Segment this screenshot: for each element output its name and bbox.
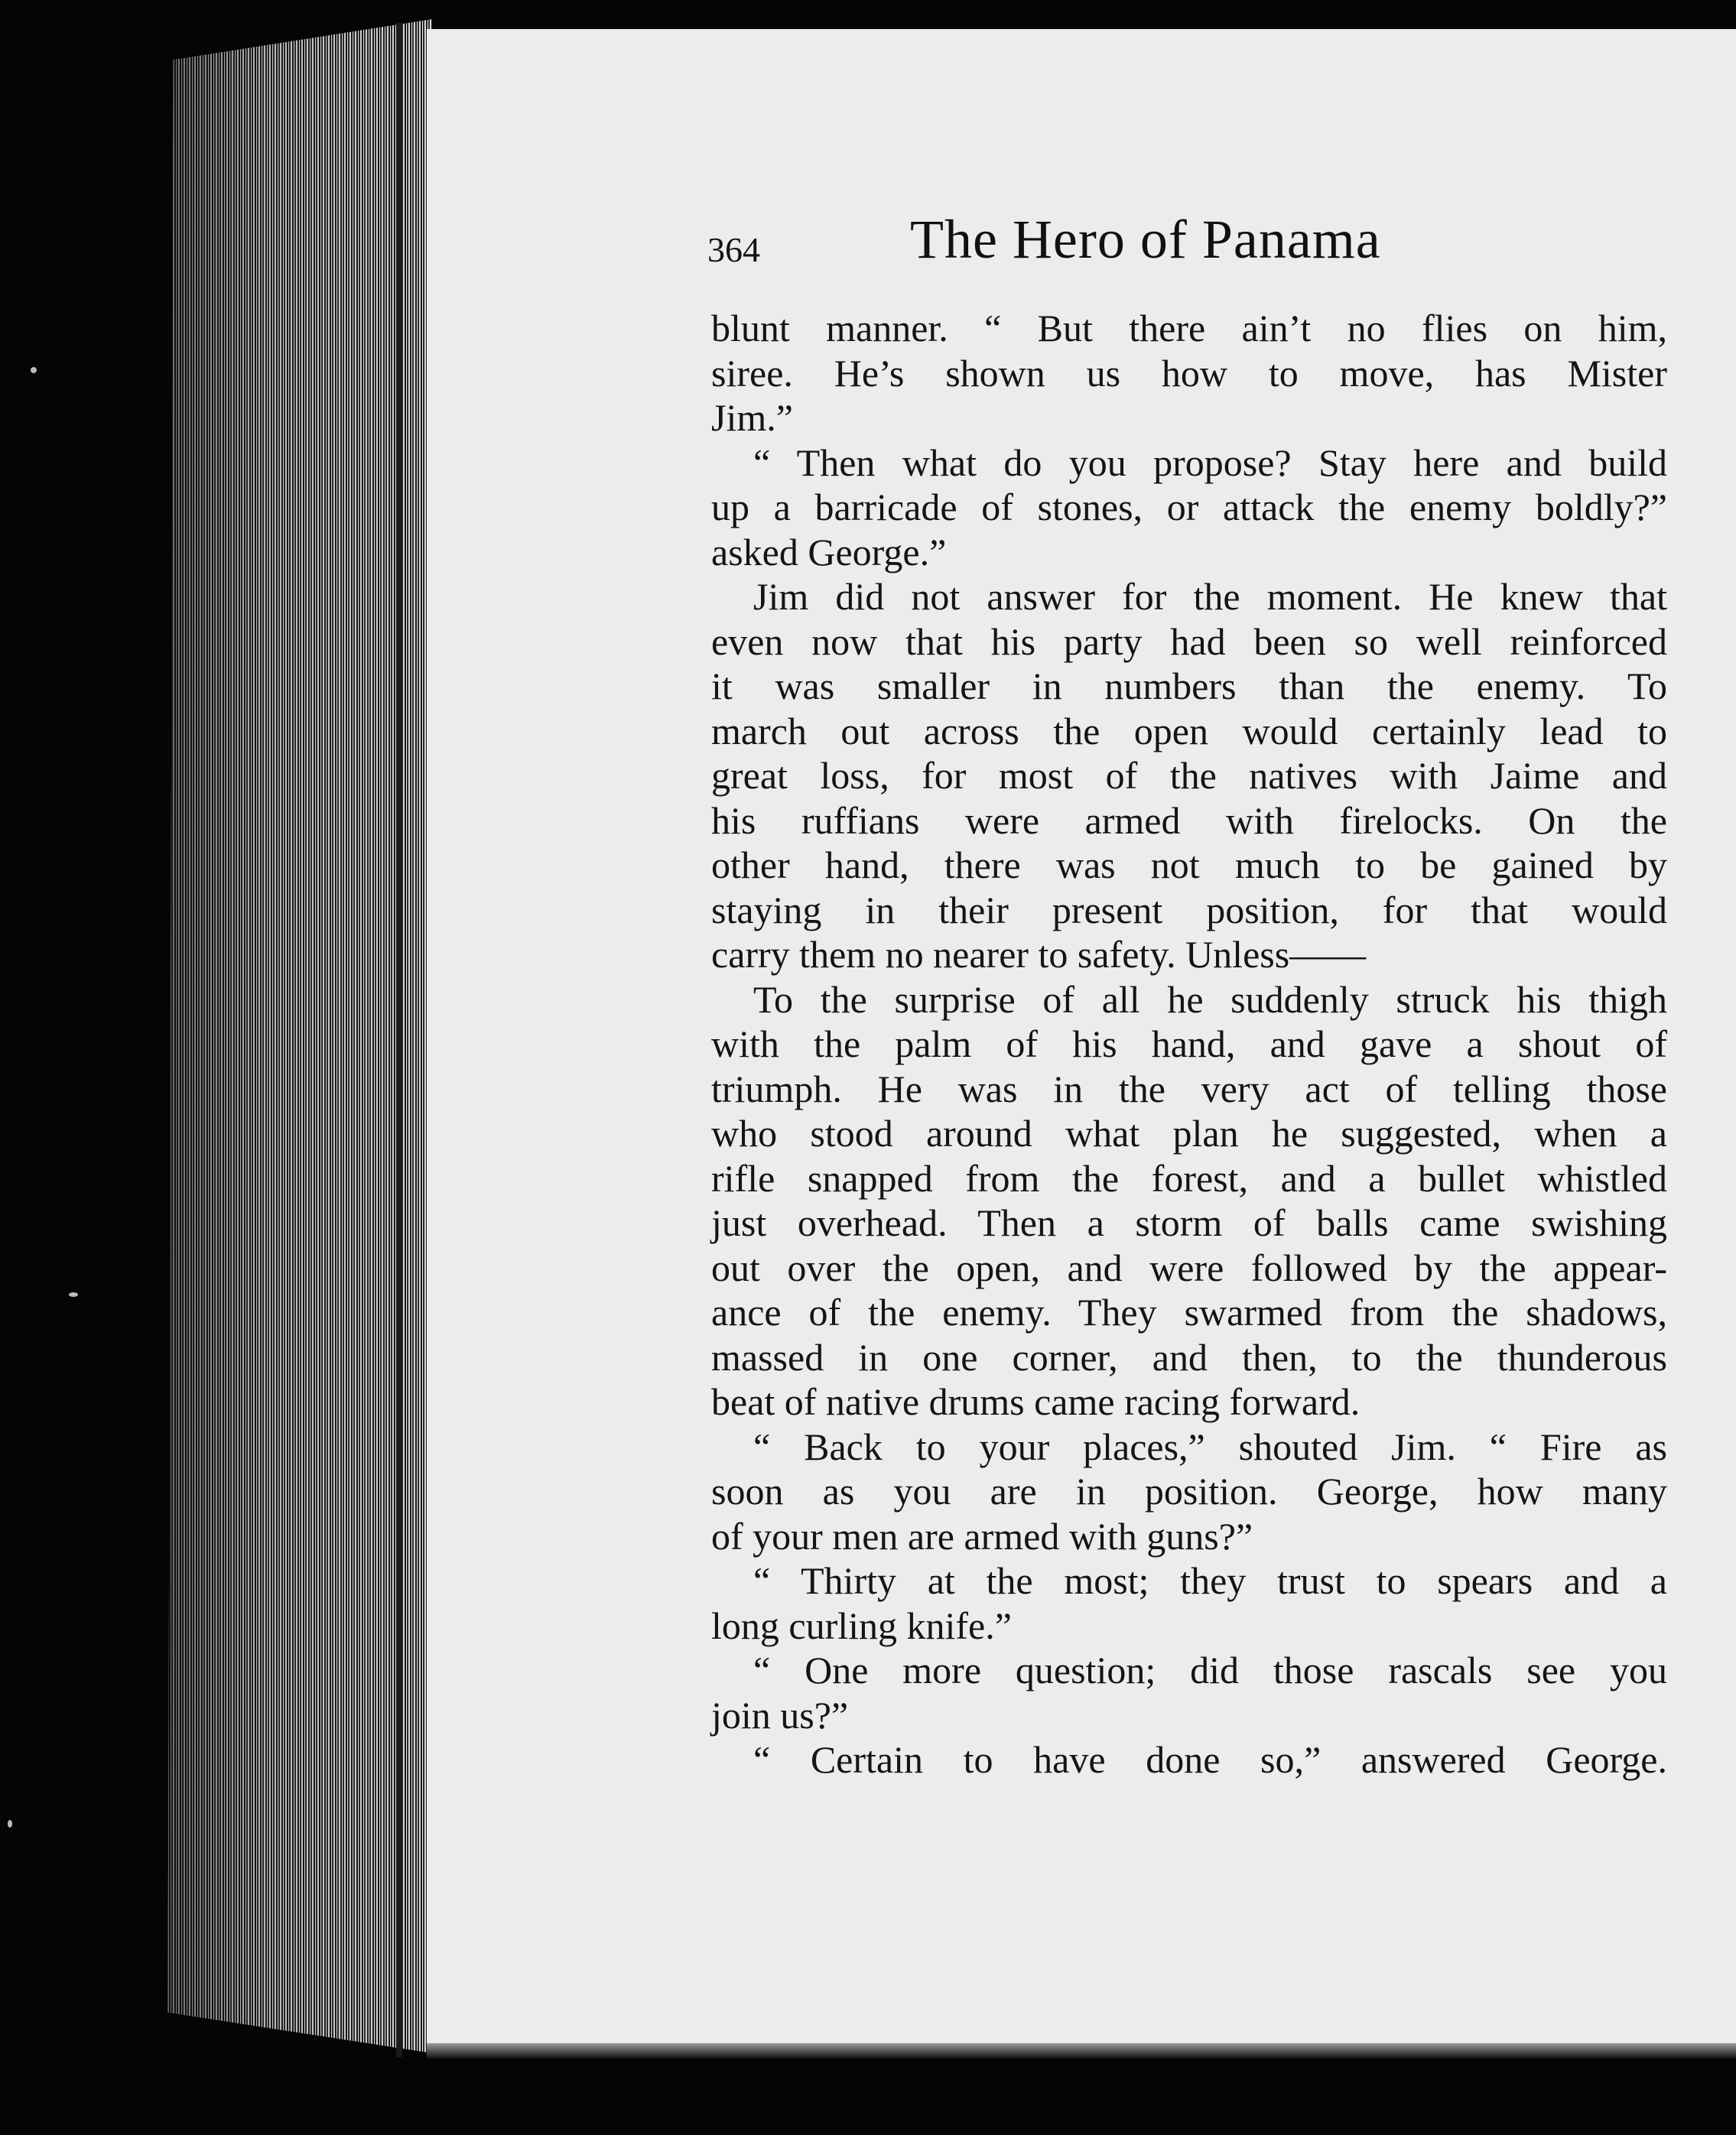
page-bottom-shadow xyxy=(427,2043,1736,2059)
text-line: ance of the enemy. They swarmed from the shadows, xyxy=(711,1291,1667,1334)
text-line: “ Thirty at the most; they trust to spears and a xyxy=(753,1559,1667,1602)
dust-speck xyxy=(8,1820,12,1828)
text-line: massed in one corner, and then, to the thunderous xyxy=(711,1335,1667,1379)
text-line: “ Then what do you propose? Stay here and build xyxy=(753,440,1667,484)
text-line: asked George.” xyxy=(711,530,947,574)
text-line: Jim did not answer for the moment. He knew that xyxy=(753,575,1667,618)
text-line: up a barricade of stones, or attack the enemy boldly?” xyxy=(711,486,1667,528)
text-line: “ One more question; did those rascals see you xyxy=(753,1649,1667,1691)
text-line: of your men are armed with guns?” xyxy=(711,1514,1253,1558)
page-edge-shadow xyxy=(157,19,432,2053)
text-line: with the palm of his hand, and gave a shout of xyxy=(711,1022,1667,1065)
text-line: “ Certain to have done so,” answered George. xyxy=(753,1738,1667,1781)
running-title: The Hero of Panama xyxy=(910,209,1381,270)
page-number: 364 xyxy=(707,230,760,269)
text-line: other hand, there was not much to be gained by xyxy=(711,843,1667,886)
text-line: rifle snapped from the forest, and a bullet whistled xyxy=(711,1156,1667,1200)
text-line: his ruffians were armed with firelocks. On the xyxy=(711,798,1667,842)
body-text xyxy=(711,306,1667,1782)
text-line: carry them no nearer to safety. Unless—— xyxy=(711,933,1367,976)
text-line: join us?” xyxy=(711,1693,849,1737)
text-line: it was smaller in numbers than the enemy. To xyxy=(711,665,1667,707)
text-line: blunt manner. “ But there ain’t no flies on him, xyxy=(711,307,1667,349)
text-line: out over the open, and were followed by the appear- xyxy=(711,1246,1667,1289)
text-line: soon as you are in position. George, how many xyxy=(711,1470,1667,1513)
text-line: march out across the open would certainly lead to xyxy=(711,709,1667,752)
text-line: “ Back to your places,” shouted Jim. “ Fire as xyxy=(753,1425,1667,1468)
text-line: just overhead. Then a storm of balls came swishing xyxy=(711,1201,1667,1244)
binding-gutter xyxy=(396,23,402,2057)
text-line: who stood around what plan he suggested, when a xyxy=(711,1112,1667,1155)
text-line: To the surprise of all he suddenly struck his thigh xyxy=(753,977,1667,1021)
text-line: staying in their present position, for that would xyxy=(711,888,1667,931)
text-line: great loss, for most of the natives with Jaime and xyxy=(711,754,1667,797)
text-line: siree. He’s shown us how to move, has Mister xyxy=(711,351,1667,395)
text-line: even now that his party had been so well reinforced xyxy=(711,619,1667,663)
text-line: beat of native drums came racing forward. xyxy=(711,1380,1361,1423)
text-line: triumph. He was in the very act of telling those xyxy=(711,1067,1667,1110)
text-line: Jim.” xyxy=(711,396,793,439)
dust-speck xyxy=(31,367,37,373)
text-line: long curling knife.” xyxy=(711,1604,1012,1647)
page-header xyxy=(707,208,1679,292)
dust-speck xyxy=(69,1292,78,1297)
